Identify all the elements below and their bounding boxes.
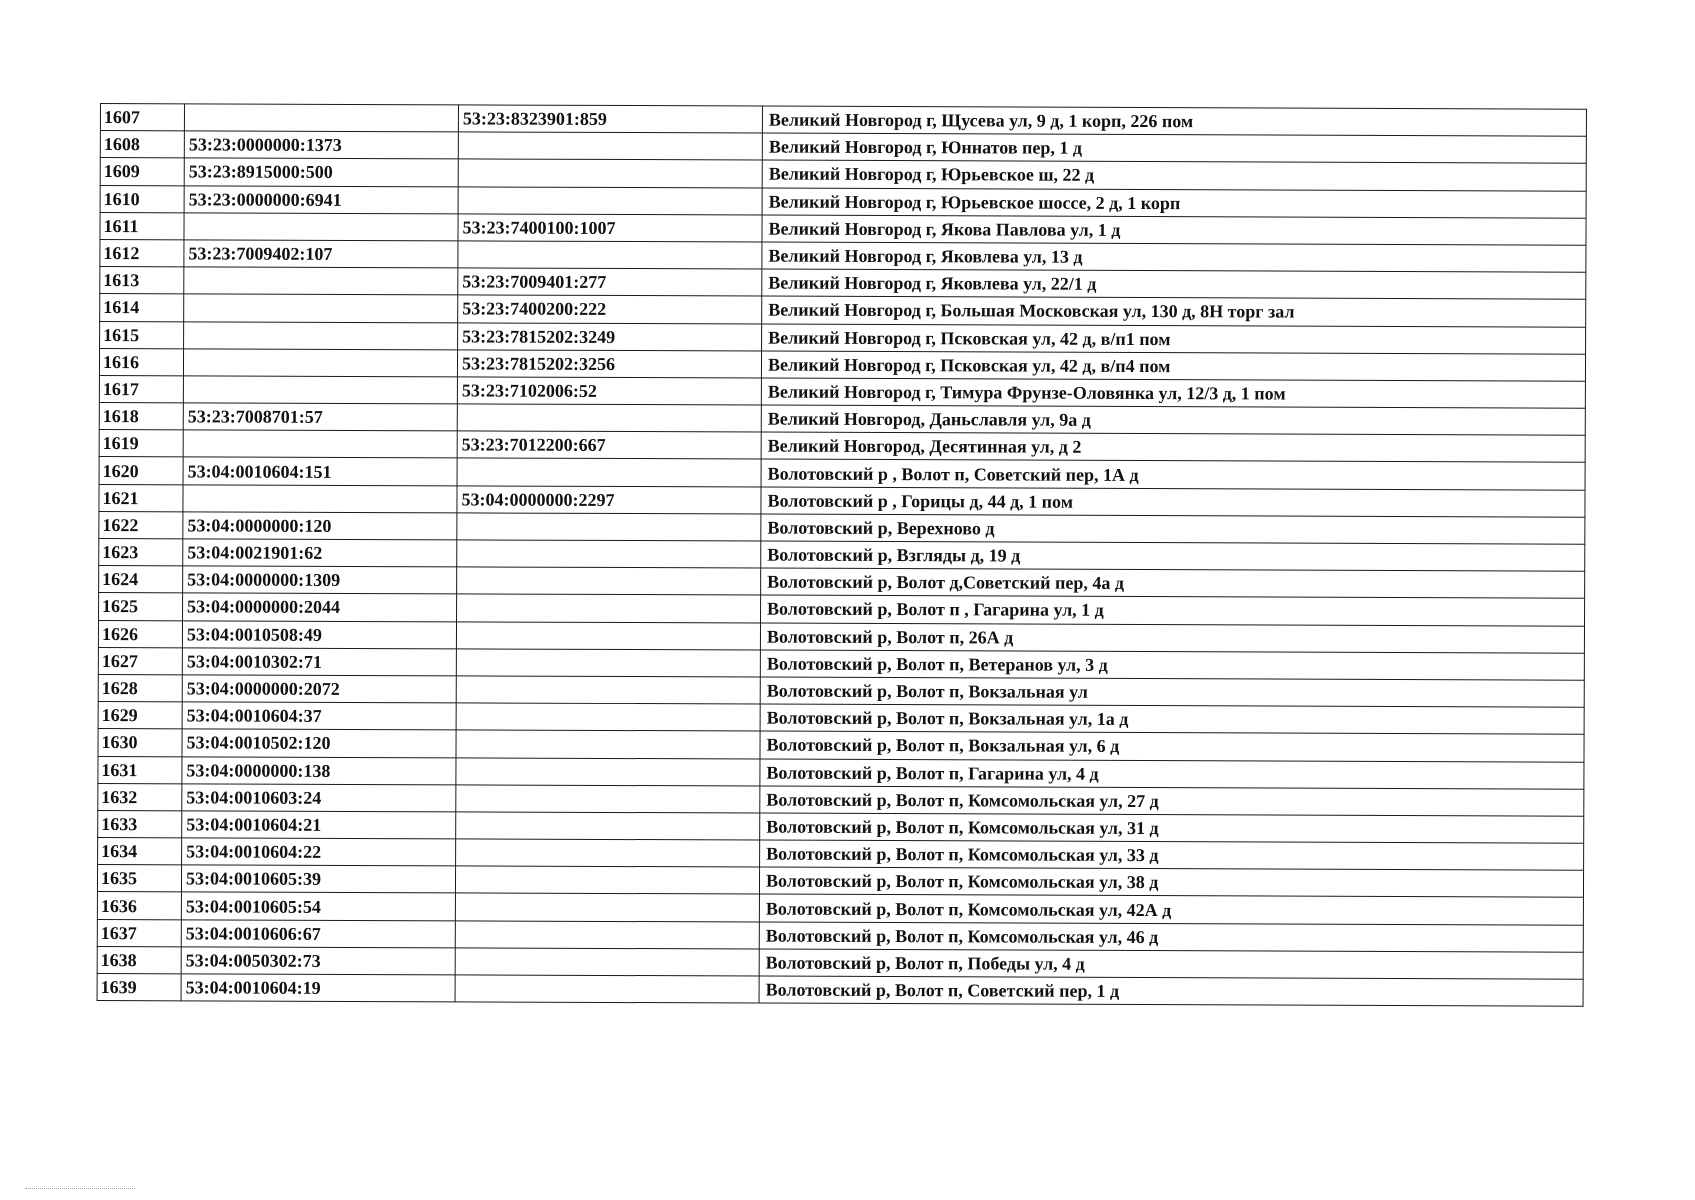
table-row xyxy=(97,973,1583,1006)
premises-cadastral-number-cell xyxy=(456,839,760,867)
cadastral-number-cell: 53:04:0010604:37 xyxy=(182,702,456,730)
cadastral-number-cell xyxy=(184,321,458,349)
row-number-cell: 1637 xyxy=(97,919,181,947)
row-number-cell: 1618 xyxy=(99,403,183,431)
cadastral-number-cell: 53:04:0010604:151 xyxy=(183,457,457,485)
cadastral-number-cell: 53:04:0010606:67 xyxy=(181,919,455,947)
row-number-cell: 1627 xyxy=(98,647,182,675)
address-cell: Великий Новгород г, Юрьевское шоссе, 2 д, 1 корп xyxy=(762,188,1586,218)
address-cell: Волотовский р, Волот п, Комсомольская ул, 33 д xyxy=(760,840,1584,870)
address-cell: Волотовский р, Волот п, 26А д xyxy=(760,623,1584,653)
premises-cadastral-number-cell xyxy=(457,404,761,432)
cadastral-number-cell: 53:23:7008701:57 xyxy=(183,403,457,431)
premises-cadastral-number-cell xyxy=(458,132,762,160)
premises-cadastral-number-cell xyxy=(456,621,760,649)
address-cell: Волотовский р, Волот п, Комсомольская ул, 27 д xyxy=(760,786,1584,816)
address-cell: Великий Новгород г, Тимура Фрунзе-Оловянка ул, 12/3 д, 1 пом xyxy=(761,378,1585,408)
premises-cadastral-number-cell xyxy=(458,186,762,214)
premises-cadastral-number-cell: 53:23:7012200:667 xyxy=(457,431,761,459)
address-cell: Волотовский р, Волот п, Комсомольская ул, 46 д xyxy=(759,922,1583,952)
address-cell: Волотовский р , Волот п, Советский пер, 1А д xyxy=(761,459,1585,489)
cadastral-number-cell: 53:04:0010604:19 xyxy=(181,974,455,1002)
address-cell: Волотовский р, Волот д,Советский пер, 4а д xyxy=(761,568,1585,598)
row-number-cell: 1607 xyxy=(100,104,184,132)
row-number-cell: 1635 xyxy=(97,865,181,893)
row-number-cell: 1617 xyxy=(99,375,183,403)
address-cell: Волотовский р, Волот п, Комсомольская ул, 42А д xyxy=(759,894,1583,924)
address-cell: Великий Новгород г, Псковская ул, 42 д, в/п1 пом xyxy=(762,324,1586,354)
address-cell: Великий Новгород, Десятинная ул, д 2 xyxy=(761,432,1585,462)
row-number-cell: 1626 xyxy=(98,620,182,648)
cadastral-number-cell xyxy=(184,294,458,322)
row-number-cell: 1612 xyxy=(100,239,184,267)
premises-cadastral-number-cell xyxy=(455,920,759,948)
cadastral-number-cell: 53:23:8915000:500 xyxy=(184,158,458,186)
address-cell: Великий Новгород г, Большая Московская ул, 130 д, 8Н торг зал xyxy=(762,296,1586,326)
row-number-cell: 1632 xyxy=(98,783,182,811)
address-cell: Волотовский р, Волот п, Советский пер, 1 д xyxy=(759,976,1583,1006)
cadastral-number-cell xyxy=(183,349,457,377)
cadastral-number-cell: 53:04:0010605:54 xyxy=(181,892,455,920)
cadastral-number-cell: 53:04:0050302:73 xyxy=(181,947,455,975)
address-cell: Великий Новгород г, Юрьевское ш, 22 д xyxy=(762,160,1586,190)
cadastral-number-cell: 53:04:0010302:71 xyxy=(182,648,456,676)
address-cell: Волотовский р, Волот п, Комсомольская ул, 38 д xyxy=(759,867,1583,897)
address-cell: Волотовский р, Волот п, Комсомольская ул, 31 д xyxy=(760,813,1584,843)
address-cell: Великий Новгород г, Псковская ул, 42 д, в/п4 пом xyxy=(761,351,1585,381)
cadastral-number-cell: 53:04:0000000:1309 xyxy=(183,566,457,594)
address-cell: Волотовский р, Волот п, Вокзальная ул, 1а д xyxy=(760,704,1584,734)
address-cell: Волотовский р, Волот п, Победы ул, 4 д xyxy=(759,949,1583,979)
cadastral-number-cell: 53:23:0000000:6941 xyxy=(184,185,458,213)
address-cell: Великий Новгород г, Якова Павлова ул, 1 д xyxy=(762,215,1586,245)
cadastral-number-cell: 53:04:0000000:120 xyxy=(183,512,457,540)
cadastral-number-cell: 53:04:0010605:39 xyxy=(181,865,455,893)
premises-cadastral-number-cell: 53:23:7815202:3249 xyxy=(458,322,762,350)
premises-cadastral-number-cell xyxy=(457,540,761,568)
row-number-cell: 1623 xyxy=(99,538,183,566)
cadastral-number-cell: 53:04:0010604:21 xyxy=(182,811,456,839)
row-number-cell: 1628 xyxy=(98,674,182,702)
row-number-cell: 1608 xyxy=(100,131,184,159)
cadastral-number-cell: 53:04:0010604:22 xyxy=(182,838,456,866)
premises-cadastral-number-cell: 53:04:0000000:2297 xyxy=(457,485,761,513)
address-cell: Волотовский р, Волот п , Гагарина ул, 1 д xyxy=(761,595,1585,625)
row-number-cell: 1636 xyxy=(97,892,181,920)
cadastral-number-cell xyxy=(184,267,458,295)
cadastral-number-cell xyxy=(184,213,458,241)
row-number-cell: 1634 xyxy=(98,838,182,866)
address-cell: Волотовский р, Волот п, Вокзальная ул xyxy=(760,677,1584,707)
address-cell: Великий Новгород, Даньславля ул, 9а д xyxy=(761,405,1585,435)
row-number-cell: 1631 xyxy=(98,756,182,784)
row-number-cell: 1622 xyxy=(99,511,183,539)
row-number-cell: 1620 xyxy=(99,457,183,485)
cadastral-number-cell: 53:04:0000000:138 xyxy=(182,756,456,784)
property-registry-table xyxy=(97,103,1587,1007)
row-number-cell: 1625 xyxy=(99,593,183,621)
cadastral-number-cell xyxy=(183,430,457,458)
row-number-cell: 1638 xyxy=(97,946,181,974)
premises-cadastral-number-cell: 53:23:7102006:52 xyxy=(457,377,761,405)
premises-cadastral-number-cell xyxy=(457,458,761,486)
premises-cadastral-number-cell: 53:23:7815202:3256 xyxy=(457,350,761,378)
premises-cadastral-number-cell xyxy=(456,676,760,704)
premises-cadastral-number-cell xyxy=(456,757,760,785)
address-cell: Волотовский р, Верехново д xyxy=(761,514,1585,544)
premises-cadastral-number-cell xyxy=(456,649,760,677)
premises-cadastral-number-cell xyxy=(457,567,761,595)
row-number-cell: 1613 xyxy=(100,267,184,295)
premises-cadastral-number-cell xyxy=(458,159,762,187)
row-number-cell: 1629 xyxy=(98,702,182,730)
cadastral-number-cell: 53:23:0000000:1373 xyxy=(184,131,458,159)
row-number-cell: 1639 xyxy=(97,973,181,1001)
row-number-cell: 1614 xyxy=(100,294,184,322)
cadastral-number-cell: 53:23:7009402:107 xyxy=(184,240,458,268)
premises-cadastral-number-cell xyxy=(455,975,759,1003)
row-number-cell: 1624 xyxy=(99,566,183,594)
cadastral-number-cell: 53:04:0000000:2044 xyxy=(183,593,457,621)
address-cell: Волотовский р, Взгляды д, 19 д xyxy=(761,541,1585,571)
premises-cadastral-number-cell xyxy=(455,948,759,976)
premises-cadastral-number-cell: 53:23:7400200:222 xyxy=(458,295,762,323)
address-cell: Великий Новгород г, Яковлева ул, 13 д xyxy=(762,242,1586,272)
address-cell: Волотовский р, Волот п, Вокзальная ул, 6 д xyxy=(760,731,1584,761)
premises-cadastral-number-cell xyxy=(457,594,761,622)
row-number-cell: 1616 xyxy=(99,348,183,376)
row-number-cell: 1615 xyxy=(100,321,184,349)
cadastral-number-cell: 53:04:0000000:2072 xyxy=(182,675,456,703)
premises-cadastral-number-cell xyxy=(456,812,760,840)
address-cell: Волотовский р, Волот п, Ветеранов ул, 3 д xyxy=(760,650,1584,680)
address-cell: Великий Новгород г, Щусева ул, 9 д, 1 корп, 226 пом xyxy=(762,106,1586,136)
address-cell: Волотовский р, Волот п, Гагарина ул, 4 д xyxy=(760,759,1584,789)
premises-cadastral-number-cell: 53:23:7400100:1007 xyxy=(458,214,762,242)
premises-cadastral-number-cell xyxy=(456,785,760,813)
table-body xyxy=(97,104,1586,1007)
row-number-cell: 1610 xyxy=(100,185,184,213)
premises-cadastral-number-cell xyxy=(455,893,759,921)
cadastral-number-cell: 53:04:0010502:120 xyxy=(182,729,456,757)
premises-cadastral-number-cell xyxy=(456,703,760,731)
row-number-cell: 1621 xyxy=(99,484,183,512)
address-cell: Великий Новгород г, Юннатов пер, 1 д xyxy=(762,133,1586,163)
cadastral-number-cell xyxy=(183,484,457,512)
cadastral-number-cell xyxy=(183,376,457,404)
cadastral-number-cell xyxy=(184,104,458,132)
row-number-cell: 1633 xyxy=(98,810,182,838)
cadastral-number-cell: 53:04:0010603:24 xyxy=(182,784,456,812)
premises-cadastral-number-cell xyxy=(458,241,762,269)
premises-cadastral-number-cell xyxy=(457,513,761,541)
premises-cadastral-number-cell: 53:23:7009401:277 xyxy=(458,268,762,296)
row-number-cell: 1619 xyxy=(99,430,183,458)
address-cell: Волотовский р , Горицы д, 44 д, 1 пом xyxy=(761,487,1585,517)
row-number-cell: 1611 xyxy=(100,212,184,240)
scan-artifact-line xyxy=(25,1188,135,1189)
row-number-cell: 1630 xyxy=(98,729,182,757)
address-cell: Великий Новгород г, Яковлева ул, 22/1 д xyxy=(762,269,1586,299)
cadastral-number-cell: 53:04:0010508:49 xyxy=(182,620,456,648)
premises-cadastral-number-cell xyxy=(456,730,760,758)
premises-cadastral-number-cell xyxy=(455,866,759,894)
premises-cadastral-number-cell: 53:23:8323901:859 xyxy=(458,105,762,133)
cadastral-number-cell: 53:04:0021901:62 xyxy=(183,539,457,567)
row-number-cell: 1609 xyxy=(100,158,184,186)
